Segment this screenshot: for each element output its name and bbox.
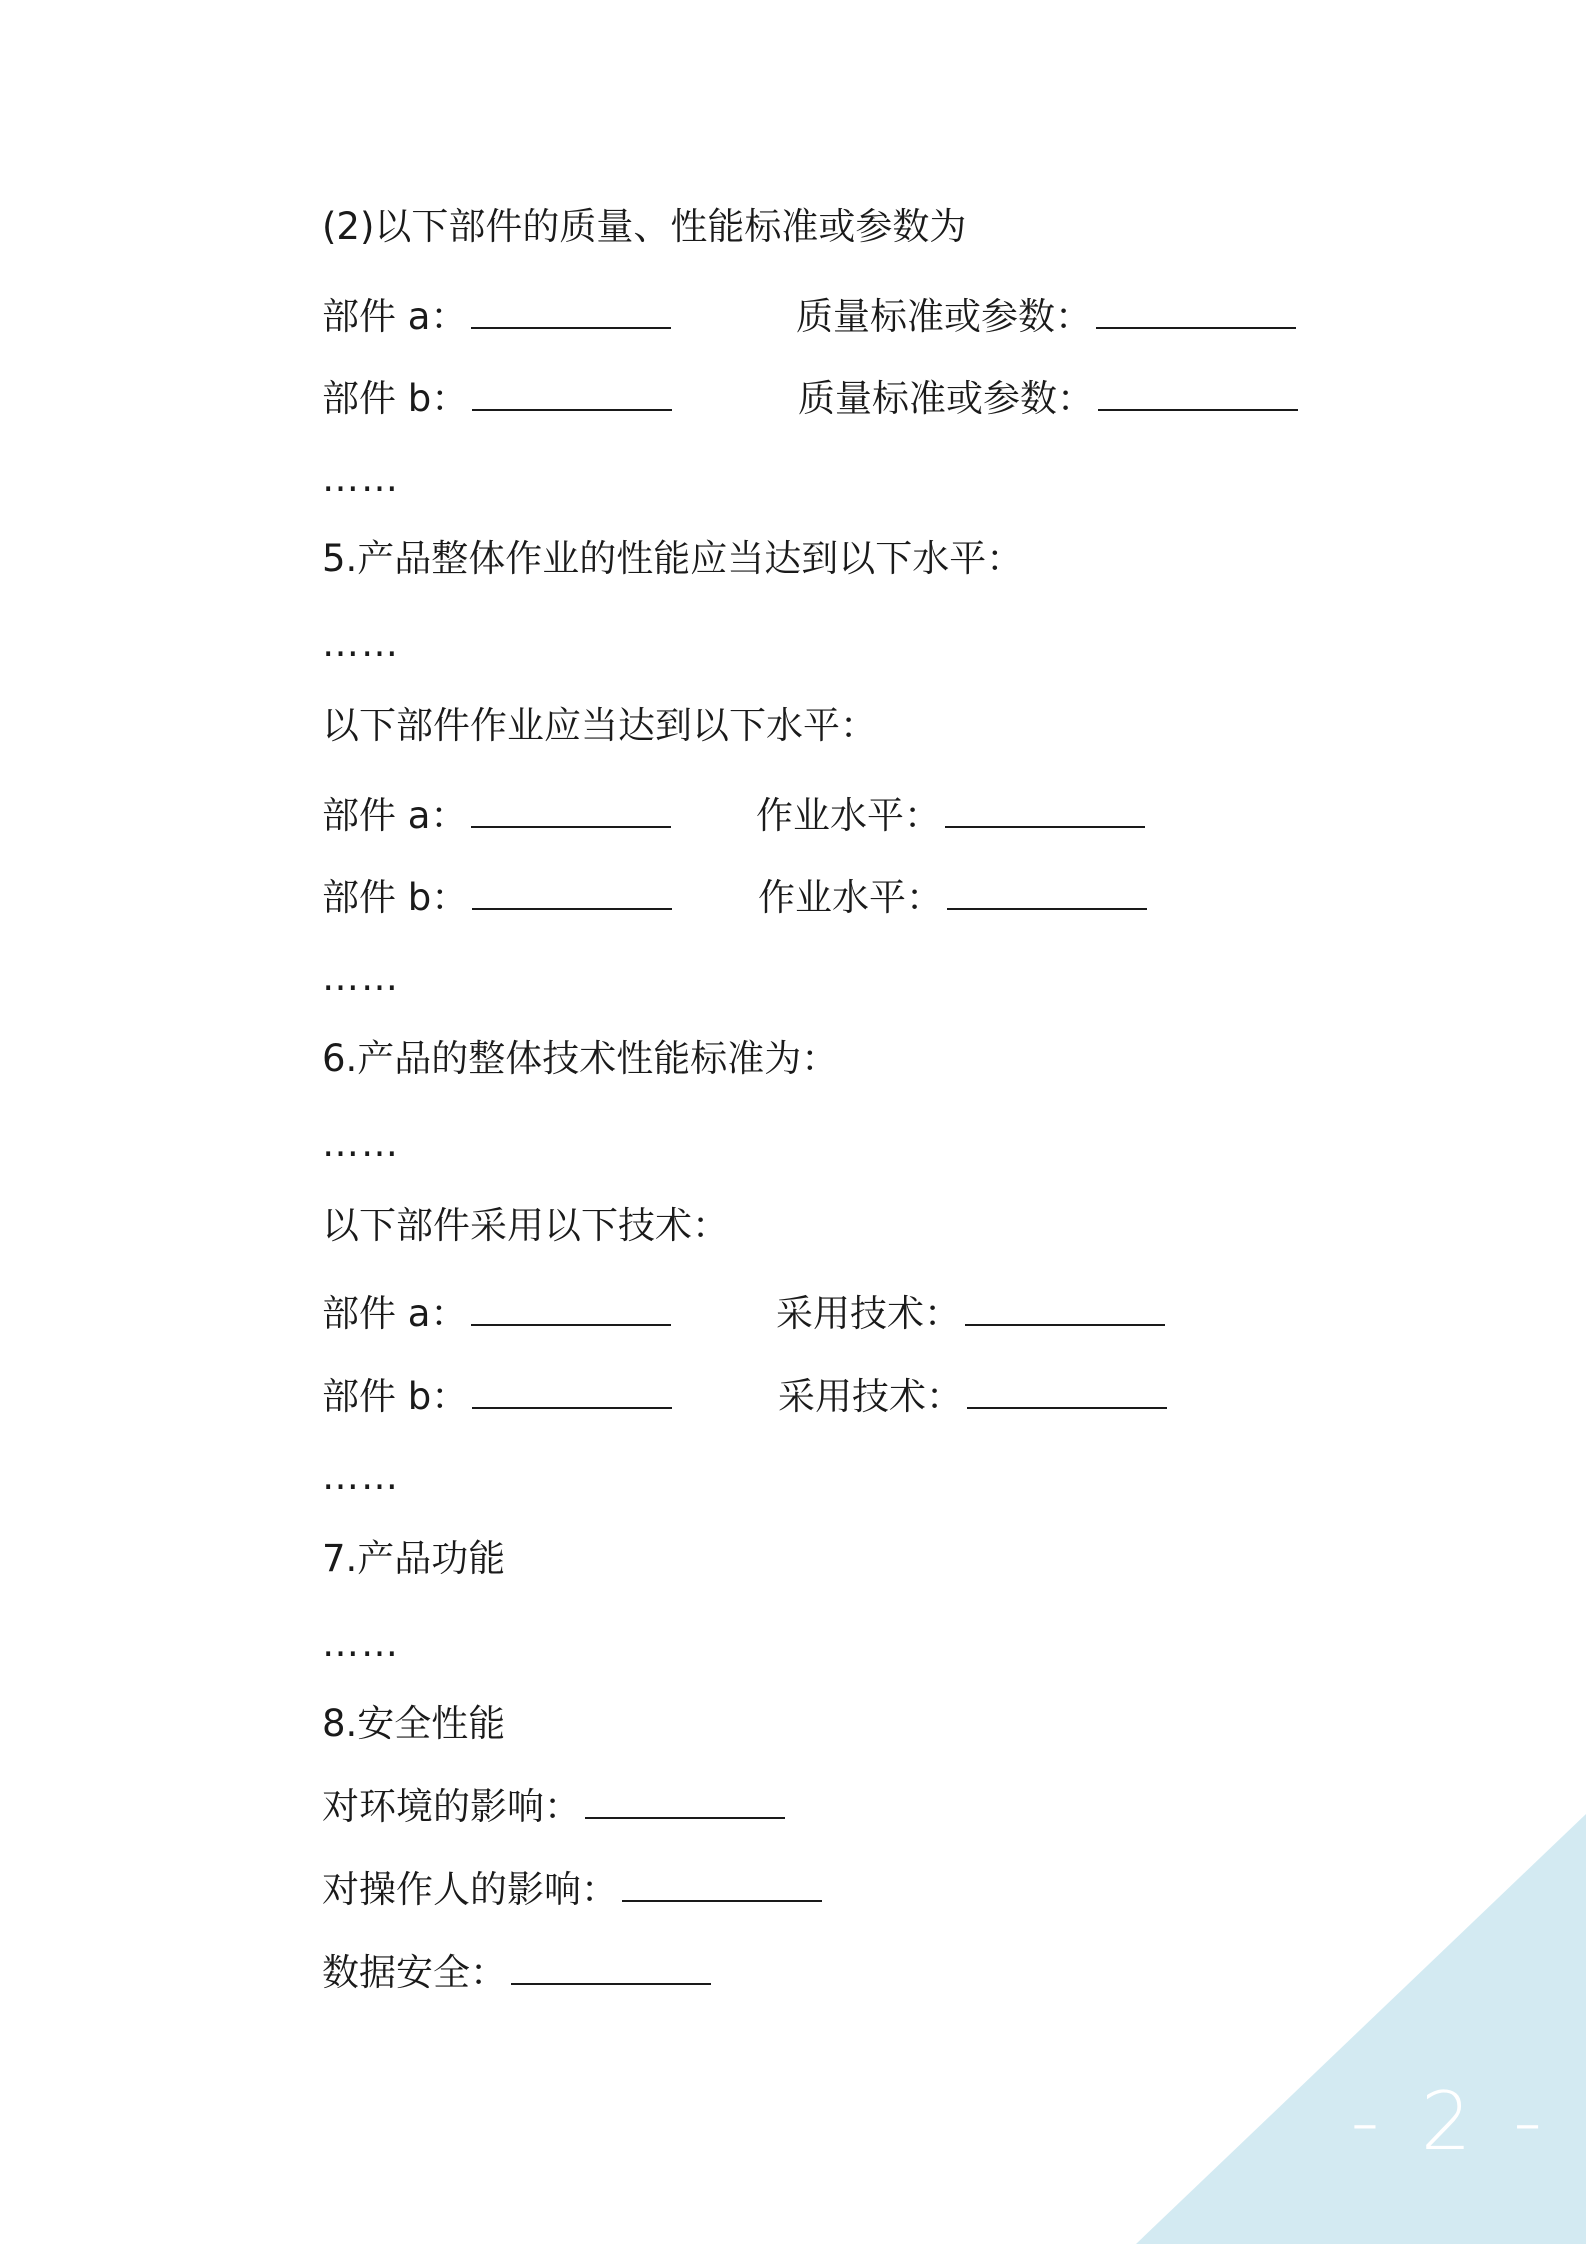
- part-a-label: 部件 a：: [322, 295, 468, 338]
- part-a-technology-row: [322, 1290, 961, 1338]
- data-security-blank[interactable]: [511, 1953, 711, 1985]
- quality-standard-label: 质量标准或参数：: [796, 295, 1092, 338]
- page-number: - 2 -: [1350, 2075, 1550, 2168]
- part-a-label: 部件 a：: [322, 1292, 468, 1335]
- data-security-label: 数据安全：: [322, 1951, 507, 1994]
- technology-blank[interactable]: [967, 1377, 1167, 1409]
- part-b-technology-row: [322, 1373, 963, 1421]
- part-a-label: 部件 a：: [322, 794, 468, 837]
- text: (2)以下部件的质量、性能标准或参数为: [322, 205, 967, 248]
- section-8-heading: 8.安全性能: [322, 1702, 506, 1745]
- quality-standard-label: 质量标准或参数：: [798, 377, 1094, 420]
- part-b-label: 部件 b：: [322, 1375, 469, 1418]
- part-a-quality-row: [322, 293, 1092, 341]
- part-b-label: 部件 b：: [322, 876, 469, 919]
- part-b-blank[interactable]: [472, 379, 672, 411]
- operator-impact-blank[interactable]: [622, 1870, 822, 1902]
- environment-impact-label: 对环境的影响：: [322, 1785, 581, 1828]
- part-b-label: 部件 b：: [322, 377, 469, 420]
- data-security-row: [322, 1949, 711, 1997]
- ellipsis: ……: [322, 956, 400, 999]
- part-a-blank[interactable]: [471, 796, 671, 828]
- technology-label: 采用技术：: [778, 1375, 963, 1418]
- technology-label: 采用技术：: [776, 1292, 961, 1335]
- ellipsis: ……: [322, 1622, 400, 1665]
- part-a-blank[interactable]: [471, 1294, 671, 1326]
- quality-standard-blank[interactable]: [1098, 379, 1298, 411]
- section-6-heading: 6.产品的整体技术性能标准为：: [322, 1037, 839, 1080]
- operation-level-blank[interactable]: [945, 796, 1145, 828]
- corner-triangle: [1136, 1814, 1586, 2244]
- ellipsis: ……: [322, 457, 400, 500]
- parts-technology-heading: 以下部件采用以下技术：: [322, 1204, 729, 1247]
- corner-triangle-decoration: [1136, 1814, 1586, 2244]
- ellipsis: ……: [322, 1455, 400, 1498]
- parts-operation-heading: 以下部件作业应当达到以下水平：: [322, 704, 877, 747]
- part-b-quality-row: [322, 375, 1094, 423]
- section-parts-quality-heading: [322, 203, 966, 251]
- technology-blank[interactable]: [965, 1294, 1165, 1326]
- operator-impact-row: [322, 1866, 822, 1914]
- operation-level-label: 作业水平：: [756, 794, 941, 837]
- ellipsis: ……: [322, 622, 400, 665]
- operation-level-label: 作业水平：: [758, 876, 943, 919]
- part-a-blank[interactable]: [471, 297, 671, 329]
- part-a-operation-row: [322, 792, 941, 840]
- environment-impact-row: [322, 1783, 785, 1831]
- section-7-heading: 7.产品功能: [322, 1537, 506, 1580]
- part-b-blank[interactable]: [472, 1377, 672, 1409]
- quality-standard-blank[interactable]: [1096, 297, 1296, 329]
- part-b-operation-row: [322, 874, 943, 922]
- ellipsis: ……: [322, 1122, 400, 1165]
- operator-impact-label: 对操作人的影响：: [322, 1868, 618, 1911]
- operation-level-blank[interactable]: [947, 878, 1147, 910]
- environment-impact-blank[interactable]: [585, 1787, 785, 1819]
- section-5-heading: 5.产品整体作业的性能应当达到以下水平：: [322, 537, 1024, 580]
- part-b-blank[interactable]: [472, 878, 672, 910]
